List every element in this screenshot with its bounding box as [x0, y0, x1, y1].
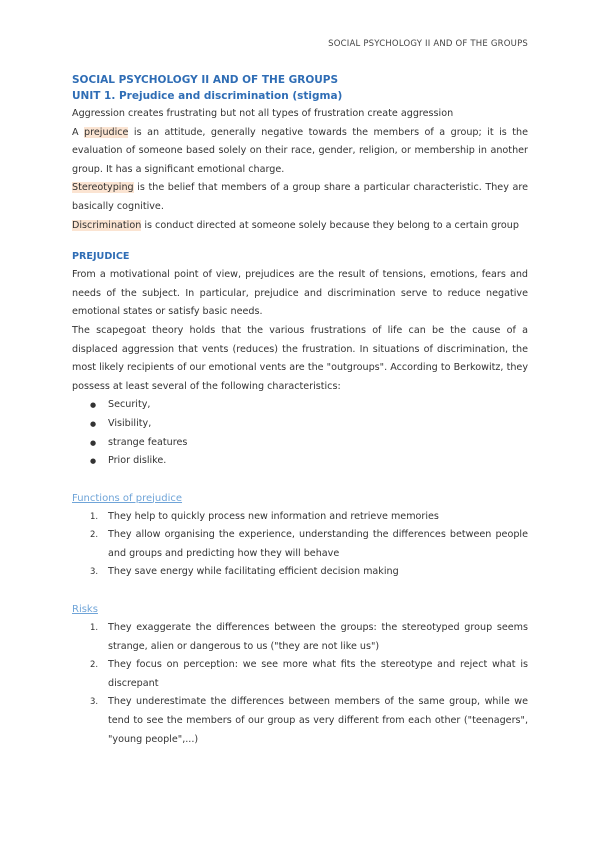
- prejudice-definition-text: is an attitude, generally negative towards the members of a group; it is the evaluation of someone based solely on their race, gender, religion, or membership in another group. It has a significant emotional charge.: [72, 126, 528, 175]
- item-number: 2.: [90, 530, 99, 541]
- item-text: They focus on perception: we see more what fits the stereotype and reject what is discrepant: [108, 659, 528, 689]
- functions-heading: Functions of prejudice: [72, 492, 183, 504]
- stereotyping-term-highlight: Stereotyping: [72, 182, 134, 194]
- list-item: [90, 656, 528, 693]
- list-item: [90, 563, 528, 582]
- item-text: They underestimate the differences between members of the same group, while we tend to see the members of our group as very different from each other ("teenagers", "young people",...): [108, 696, 528, 745]
- list-item: [90, 508, 528, 527]
- characteristics-list: [72, 396, 528, 470]
- item-number: 3.: [90, 567, 99, 578]
- stereotyping-definition-text: is the belief that members of a group share a particular characteristic. They are basically cognitive.: [72, 182, 528, 212]
- list-item: [90, 693, 528, 749]
- running-header: SOCIAL PSYCHOLOGY II AND OF THE GROUPS: [328, 39, 528, 49]
- document-body: [72, 72, 528, 749]
- aggression-sentence: Aggression creates frustrating but not all types of frustration create aggression: [72, 108, 454, 119]
- prejudice-term-highlight: prejudice: [84, 126, 129, 138]
- item-text: They save energy while facilitating efficient decision making: [108, 566, 399, 578]
- item-text: They help to quickly process new information and retrieve memories: [108, 510, 439, 522]
- item-number: 1.: [90, 623, 99, 634]
- item-text: They exaggerate the differences between the groups: the stereotyped group seems strange, alien or dangerous to us ("they are not like us"): [108, 622, 528, 652]
- risks-list: [72, 619, 528, 749]
- list-item: ● Prior dislike.: [90, 452, 528, 471]
- list-item: [90, 526, 528, 563]
- item-text: They allow organising the experience, understanding the differences between people and groups and predicting how they will behave: [108, 529, 528, 559]
- item-number: 3.: [90, 697, 99, 708]
- item-number: 2.: [90, 660, 99, 671]
- list-item: ● strange features: [90, 434, 528, 453]
- risks-heading: Risks: [72, 604, 98, 616]
- list-item: ● Visibility,: [90, 415, 528, 434]
- discrimination-definition: [72, 217, 528, 236]
- functions-list: [72, 508, 528, 582]
- item-number: 1.: [90, 511, 99, 522]
- prejudice-prefix: A: [72, 126, 85, 138]
- unit-title: UNIT 1. Prejudice and discrimination (stigma): [72, 90, 343, 102]
- list-item: ● Security,: [90, 396, 528, 415]
- prejudice-paragraph-1: From a motivational point of view, prejudices are the result of tensions, emotions, fears and needs of the subject. In particular, prejudice and discrimination serve to reduce negative emotional states or satisfy basic needs.: [72, 269, 528, 318]
- discrimination-definition-text: is conduct directed at someone solely because they belong to a certain group: [141, 219, 519, 231]
- prejudice-definition: [72, 124, 528, 180]
- document-title: SOCIAL PSYCHOLOGY II AND OF THE GROUPS: [72, 74, 339, 86]
- stereotyping-definition: [72, 179, 528, 216]
- list-item: [90, 619, 528, 656]
- prejudice-heading: PREJUDICE: [72, 251, 130, 263]
- prejudice-paragraph-2: The scapegoat theory holds that the various frustrations of life can be the cause of a displaced aggression that vents (reduces) the frustration. In situations of discrimination, the most likely recipients of our emotional vents are the "outgroups". According to Berkowitz, they possess at least several of the following characteristics:: [72, 324, 528, 392]
- discrimination-term-highlight: Discrimination: [72, 219, 142, 231]
